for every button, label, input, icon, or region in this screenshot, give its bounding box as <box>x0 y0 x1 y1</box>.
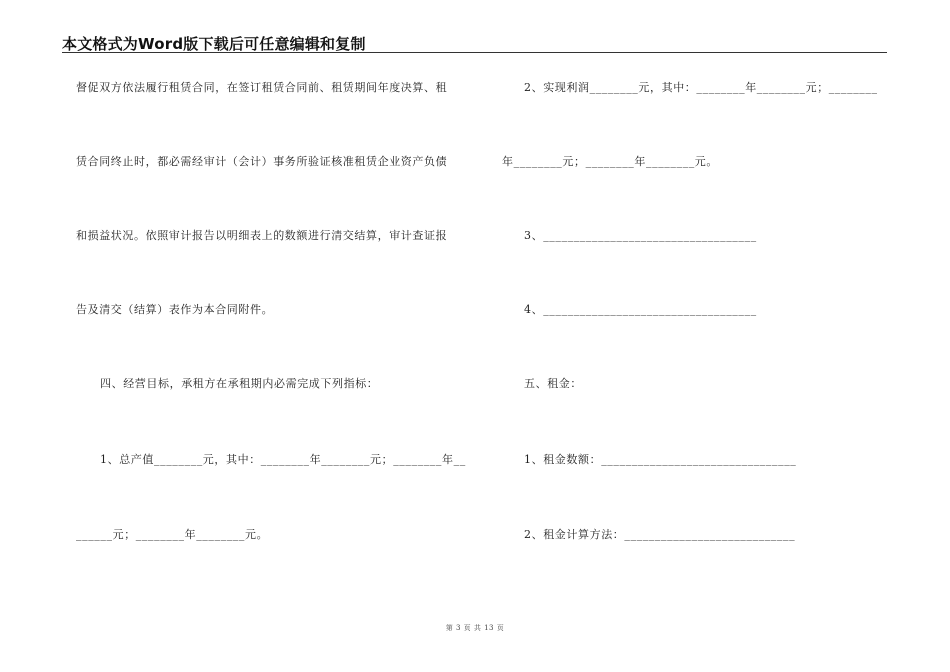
rent-amount-line: 1、租金数额：________________________________ <box>524 453 797 466</box>
header-divider <box>62 52 887 53</box>
rent-calculation-method-line: 2、租金计算方法：____________________________ <box>524 528 796 541</box>
item-four-blank-line: 4、___________________________________ <box>524 303 757 316</box>
profit-target-continuation: 年________元；________年________元。 <box>502 155 718 168</box>
left-paragraph-line-1: 督促双方依法履行租赁合同，在签订租赁合同前、租赁期间年度决算、租 <box>76 81 448 94</box>
left-paragraph-line-4: 告及清交（结算）表作为本合同附件。 <box>76 303 274 316</box>
section-five-heading: 五、租金： <box>524 377 582 390</box>
document-header-title: 本文格式为Word版下载后可任意编辑和复制 <box>62 35 366 53</box>
section-four-heading: 四、经营目标，承租方在承租期内必需完成下列指标： <box>100 377 379 390</box>
total-output-value-line: 1、总产值________元，其中：________年________元；________年__ <box>100 453 466 466</box>
left-paragraph-line-3: 和损益状况。依照审计报告以明细表上的数额进行清交结算，审计查证报 <box>76 229 448 242</box>
left-paragraph-line-2: 赁合同终止时，都必需经审计（会计）事务所验证核准租赁企业资产负债 <box>76 155 448 168</box>
page-number-footer: 第 3 页 共 13 页 <box>445 624 505 632</box>
profit-target-line: 2、实现利润________元，其中：________年________元；________ <box>524 81 878 94</box>
total-output-value-continuation: ______元；________年________元。 <box>76 528 269 541</box>
item-three-blank-line: 3、___________________________________ <box>524 229 757 242</box>
